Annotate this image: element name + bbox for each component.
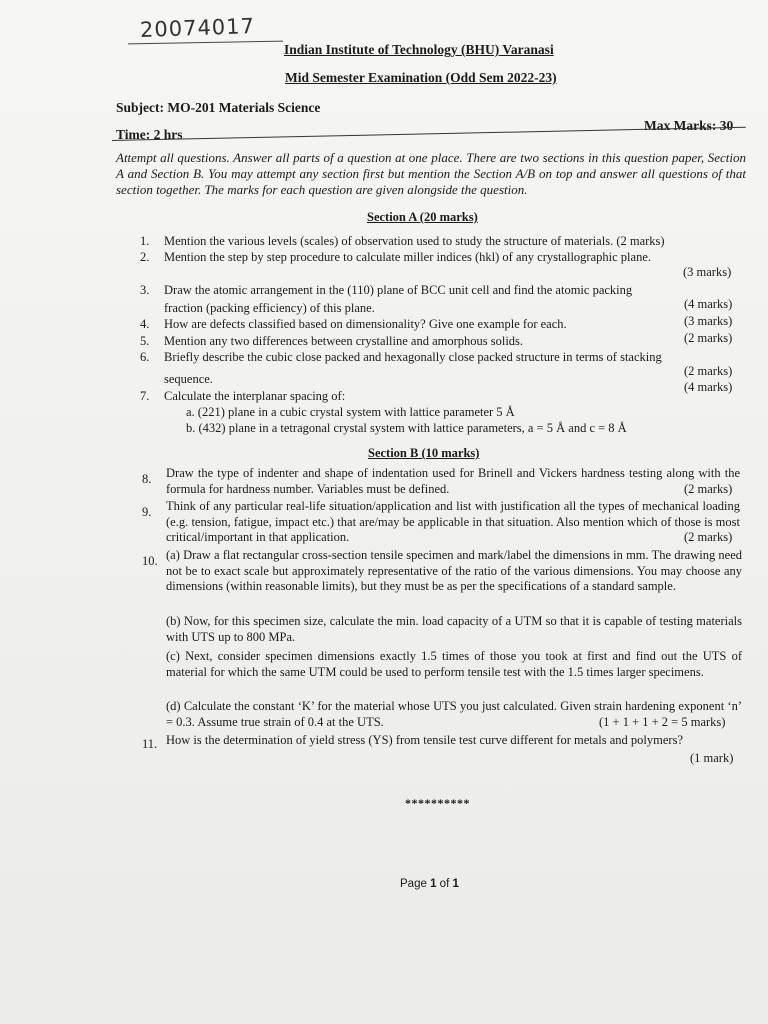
question-number: 3. (140, 283, 150, 297)
handwritten-roll-number: 20074017 (139, 14, 256, 42)
question-5-marks: (2 marks) (684, 331, 733, 345)
max-marks: Max Marks: 30 (644, 118, 734, 133)
question-10c-text: (c) Next, consider specimen dimensions exactly 1.5 times of those you took at first and find out the UTS of material for which the same UTM could be used to perform tensile test with the 1.5 times larger specimens. (166, 649, 742, 679)
subject-line: Subject: MO-201 Materials Science (116, 100, 321, 115)
question-text: Mention the step by step procedure to calculate miller indices (hkl) of any crystallographic plane. (164, 250, 651, 264)
page-of: of (439, 878, 450, 890)
question-11-number: 11. (142, 737, 158, 751)
institute-title: Indian Institute of Technology (BHU) Varanasi (284, 42, 554, 57)
question-8-text: Draw the type of indenter and shape of indentation used for Brinell and Vickers hardness testing along with the formula for hardness number. Variables must be defined. (166, 466, 740, 496)
question-text: Calculate the interplanar spacing of: (164, 389, 346, 403)
question-text: How are defects classified based on dimensionality? Give one example for each. (164, 317, 567, 331)
question-9-marks: (2 marks) (684, 530, 733, 544)
question-text: Mention any two differences between crystalline and amorphous solids. (164, 334, 524, 348)
question-10-marks: (1 + 1 + 1 + 2 = 5 marks) (599, 715, 726, 729)
question-text: Briefly describe the cubic close packed and hexagonally close packed structure in terms of stacking (164, 350, 662, 364)
question-3-continued: fraction (packing efficiency) of this plane. (164, 301, 375, 315)
question-text: Mention the various levels (scales) of observation used to study the structure of materials. (2 marks) (164, 234, 665, 248)
section-a-title: Section A (20 marks) (367, 210, 478, 224)
page-footer (400, 878, 459, 890)
question-number: 7. (140, 389, 150, 403)
question-4-marks: (3 marks) (684, 314, 733, 328)
question-7-part-a: a. (221) plane in a cubic crystal system with lattice parameter 5 Å (186, 405, 515, 419)
question-7-marks: (4 marks) (684, 380, 733, 394)
question-10b-text: (b) Now, for this specimen size, calculate the min. load capacity of a UTM so that it is capable of testing materials with UTS up to 800 MPa. (166, 614, 742, 644)
question-9-number: 9. (142, 505, 152, 519)
question-8-marks: (2 marks) (684, 482, 733, 496)
page-current: 1 (430, 878, 437, 890)
question-11-text: How is the determination of yield stress (YS) from tensile test curve different for metals and polymers? (166, 733, 683, 747)
question-number: 2. (140, 250, 150, 264)
question-3-marks: (4 marks) (684, 297, 733, 311)
question-6-continued: sequence. (164, 372, 213, 386)
question-7-part-b: b. (432) plane in a tetragonal crystal system with lattice parameters, a = 5 Å and c = 8 Å (186, 421, 627, 435)
question-10-number: 10. (142, 554, 158, 568)
question-10a-text: (a) Draw a flat rectangular cross-section tensile specimen and mark/label the dimensions in mm. The drawing need not be to exact scale but approximately representative of the ratio of the various dimensions. You may choose any dimensions (within reasonable limits), but they must be as per the specifications of a standard sample. (166, 548, 742, 593)
instructions: Attempt all questions. Answer all parts of a question at one place. There are two sections in this question paper, Section A and Section B. You may attempt any section first but mention the Section A/B on top and answer all questions of that section together. The marks for each question are given alongside the question. (116, 150, 746, 197)
question-9-text: Think of any particular real-life situation/application and list with justification all the types of mechanical loading (e.g. tension, fatigue, impact etc.) that are/may be applicable in that situation. Also mention which of those is most critical/important in that application. (166, 499, 740, 544)
question-text: Draw the atomic arrangement in the (110) plane of BCC unit cell and find the atomic packing (164, 283, 633, 297)
question-11-marks: (1 mark) (690, 751, 734, 765)
question-number: 6. (140, 350, 150, 364)
question-2-marks: (3 marks) (683, 265, 732, 279)
end-marker: ********** (405, 796, 470, 810)
question-6-marks: (2 marks) (684, 364, 733, 378)
page-total: 1 (452, 878, 459, 890)
question-number: 1. (140, 234, 150, 248)
question-number: 4. (140, 317, 150, 331)
question-8-number: 8. (142, 472, 152, 486)
page-label: Page (400, 878, 427, 890)
question-10d-text: (d) Calculate the constant ‘K’ for the material whose UTS you just calculated. Given strain hardening exponent ‘n’ = 0.3. Assume true strain of 0.4 at the UTS. (166, 699, 742, 729)
time-line: Time: 2 hrs (116, 127, 183, 142)
question-number: 5. (140, 334, 150, 348)
exam-title: Mid Semester Examination (Odd Sem 2022-23) (285, 70, 557, 85)
section-b-title: Section B (10 marks) (368, 446, 480, 460)
